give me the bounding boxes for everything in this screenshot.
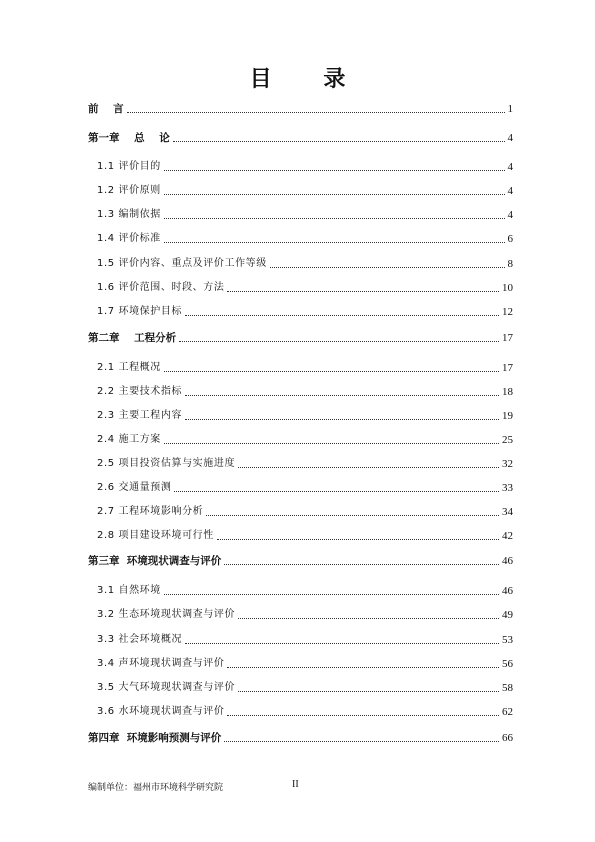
- toc-entry-page: 42: [502, 530, 513, 542]
- footer-organization: 编制单位：福州市环境科学研究院: [88, 783, 224, 793]
- toc-entry-label: 第二章 工程分析: [88, 332, 177, 344]
- toc-entry-page: 66: [502, 732, 513, 744]
- toc-section-entry[interactable]: [97, 655, 513, 671]
- toc-entry-label: 3.4 声环境现状调查与评价: [97, 658, 225, 669]
- toc-section-entry[interactable]: [97, 359, 513, 375]
- toc-dot-leader: [227, 714, 499, 716]
- toc-entry-label: 1.2 评价原则: [97, 185, 161, 196]
- toc-entry-label: 3.5 大气环境现状调查与评价: [97, 682, 236, 693]
- toc-section-entry[interactable]: [97, 158, 513, 174]
- toc-section-entry[interactable]: [97, 255, 513, 271]
- toc-chapter-entry[interactable]: [88, 552, 513, 568]
- toc-section-entry[interactable]: [97, 479, 513, 495]
- toc-entry-page: 32: [502, 458, 513, 470]
- toc-section-entry[interactable]: [97, 455, 513, 471]
- toc-entry-label: 1.6 评价范围、时段、方法: [97, 282, 225, 293]
- toc-dot-leader: [164, 241, 505, 243]
- toc-chapter-entry[interactable]: [88, 729, 513, 745]
- toc-section-entry[interactable]: [97, 230, 513, 246]
- toc-section-entry[interactable]: [97, 303, 513, 319]
- toc-entry-page: 62: [502, 706, 513, 718]
- toc-dot-leader: [217, 538, 499, 540]
- toc-dot-leader: [127, 111, 505, 113]
- toc-entry-page: 46: [502, 555, 513, 567]
- toc-entry-label: 2.2 主要技术指标: [97, 386, 183, 397]
- toc-entry-page: 34: [502, 506, 513, 518]
- toc-dot-leader: [164, 370, 499, 372]
- toc-section-entry[interactable]: [97, 503, 513, 519]
- toc-entry-page: 8: [507, 258, 513, 270]
- toc-dot-leader: [185, 418, 499, 420]
- toc-dot-leader: [164, 593, 499, 595]
- toc-entry-label: 2.6 交通量预测: [97, 482, 172, 493]
- toc-chapter-entry[interactable]: [88, 329, 513, 345]
- toc-entry-label: 3.6 水环境现状调查与评价: [97, 706, 225, 717]
- toc-dot-leader: [206, 514, 499, 516]
- toc-entry-page: 17: [502, 362, 513, 374]
- toc-entry-page: 17: [502, 332, 513, 344]
- toc-entry-label: 第四章 环境影响预测与评价: [88, 732, 222, 744]
- toc-entry-label: 第三章 环境现状调查与评价: [88, 555, 222, 567]
- toc-entry-label: 1.5 评价内容、重点及评价工作等级: [97, 258, 267, 269]
- toc-dot-leader: [179, 340, 499, 342]
- toc-section-entry[interactable]: [97, 631, 513, 647]
- toc-dot-leader: [224, 563, 499, 565]
- toc-section-entry[interactable]: [97, 407, 513, 423]
- toc-entry-label: 3.1 自然环境: [97, 585, 161, 596]
- toc-dot-leader: [174, 490, 499, 492]
- toc-entry-page: 56: [502, 658, 513, 670]
- toc-dot-leader: [185, 642, 499, 644]
- toc-entry-label: 1.3 编制依据: [97, 209, 161, 220]
- toc-entry-label: 1.7 环境保护目标: [97, 306, 183, 317]
- toc-entry-page: 19: [502, 410, 513, 422]
- toc-entry-page: 33: [502, 482, 513, 494]
- toc-section-entry[interactable]: [97, 279, 513, 295]
- toc-section-entry[interactable]: [97, 383, 513, 399]
- toc-entry-label: 2.4 施工方案: [97, 434, 161, 445]
- toc-entry-page: 49: [502, 609, 513, 621]
- toc-section-entry[interactable]: [97, 703, 513, 719]
- toc-entry-label: 2.8 项目建设环境可行性: [97, 530, 214, 541]
- toc-dot-leader: [238, 617, 499, 619]
- toc-entry-label: 2.5 项目投资估算与实施进度: [97, 458, 236, 469]
- toc-entry-label: 2.7 工程环境影响分析: [97, 506, 204, 517]
- toc-dot-leader: [185, 314, 499, 316]
- toc-entry-page: 4: [507, 185, 513, 197]
- toc-entry-page: 4: [507, 209, 513, 221]
- toc-entry-page: 6: [507, 233, 513, 245]
- toc-dot-leader: [164, 442, 499, 444]
- toc-dot-leader: [185, 394, 499, 396]
- toc-entry-label: 1.1 评价目的: [97, 161, 161, 172]
- toc-entry-page: 25: [502, 434, 513, 446]
- toc-entry-page: 4: [507, 132, 513, 144]
- toc-dot-leader: [164, 193, 505, 195]
- toc-chapter-entry[interactable]: [88, 100, 513, 116]
- toc-entry-page: 53: [502, 634, 513, 646]
- toc-section-entry[interactable]: [97, 582, 513, 598]
- toc-dot-leader: [224, 740, 499, 742]
- toc-entry-label: 第一章 总 论: [88, 132, 170, 144]
- toc-entry-page: 1: [507, 103, 513, 115]
- toc-entry-label: 1.4 评价标准: [97, 233, 161, 244]
- toc-dot-leader: [164, 169, 505, 171]
- toc-dot-leader: [227, 666, 499, 668]
- toc-section-entry[interactable]: [97, 182, 513, 198]
- footer-page-number: II: [292, 779, 299, 790]
- toc-section-entry[interactable]: [97, 431, 513, 447]
- toc-entry-page: 4: [507, 161, 513, 173]
- toc-dot-leader: [227, 290, 499, 292]
- toc-entry-label: 3.2 生态环境现状调查与评价: [97, 609, 236, 620]
- toc-dot-leader: [270, 266, 505, 268]
- toc-dot-leader: [164, 217, 505, 219]
- toc-entry-label: 前 言: [88, 103, 124, 115]
- toc-entry-page: 46: [502, 585, 513, 597]
- toc-entry-page: 58: [502, 682, 513, 694]
- toc-entry-page: 10: [502, 282, 513, 294]
- toc-dot-leader: [238, 466, 499, 468]
- toc-section-entry[interactable]: [97, 679, 513, 695]
- toc-entry-page: 12: [502, 306, 513, 318]
- toc-section-entry[interactable]: [97, 206, 513, 222]
- toc-entry-label: 2.1 工程概况: [97, 362, 161, 373]
- toc-chapter-entry[interactable]: [88, 129, 513, 145]
- toc-entry-label: 2.3 主要工程内容: [97, 410, 183, 421]
- toc-entry-page: 18: [502, 386, 513, 398]
- page-title: 目 录: [249, 67, 368, 92]
- toc-entry-label: 3.3 社会环境概况: [97, 634, 183, 645]
- toc-dot-leader: [173, 140, 505, 142]
- toc-section-entry[interactable]: [97, 527, 513, 543]
- toc-dot-leader: [238, 690, 499, 692]
- toc-section-entry[interactable]: [97, 606, 513, 622]
